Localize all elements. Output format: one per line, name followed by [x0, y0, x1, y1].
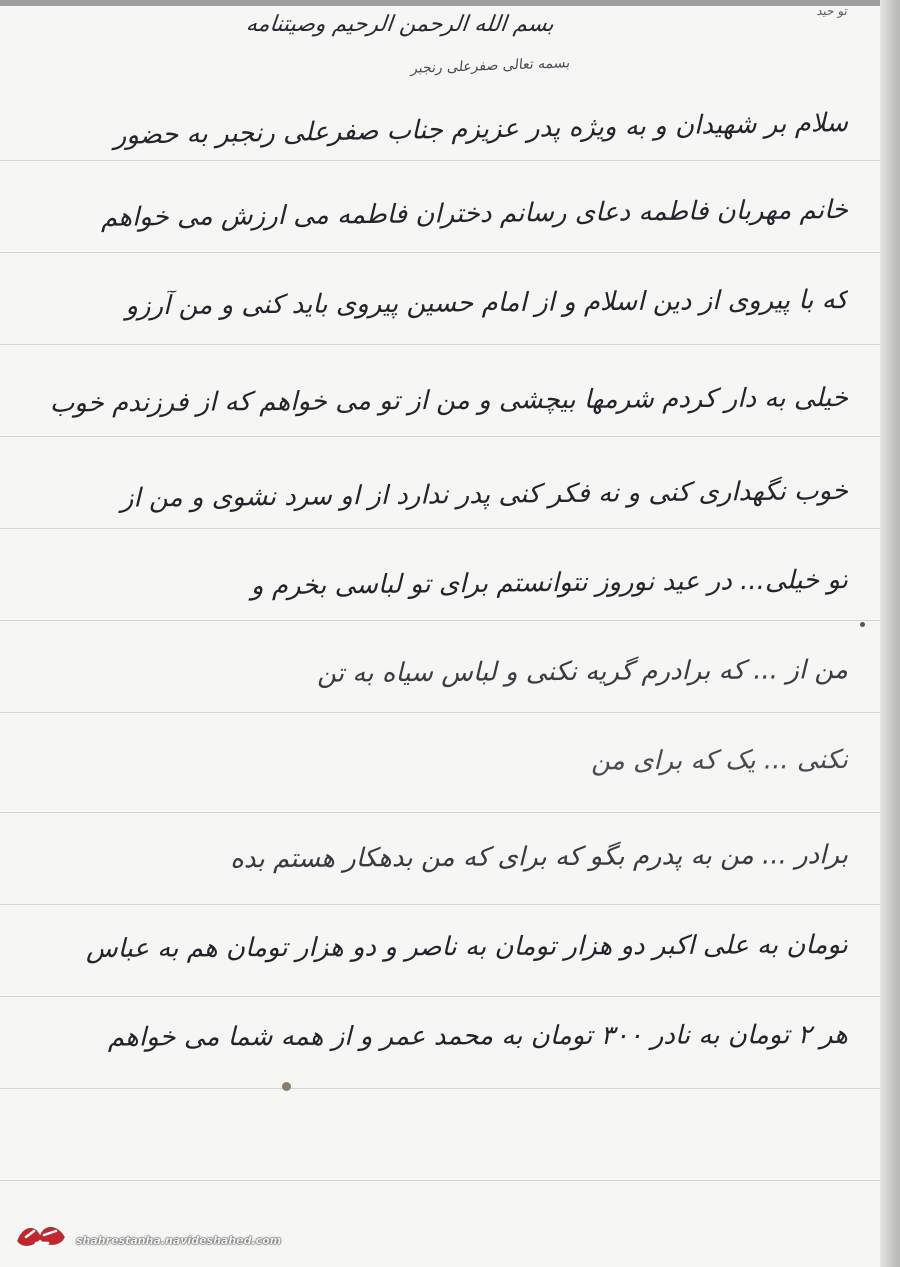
ruled-line	[0, 904, 880, 905]
letter-line-2: خانم مهربان فاطمه دعای رسانم دختران فاطمه می ارزش می خواهم	[100, 195, 849, 233]
ruled-line	[0, 812, 880, 813]
watermark	[12, 1217, 281, 1251]
letter-line-11: هر ۲ تومان به نادر ۳۰۰ تومان به محمد عمر و از همه شما می خواهم	[107, 1020, 849, 1053]
letter-salutation: بسمه تعالی صفرعلی رنجبر	[410, 55, 571, 77]
letter-line-9: برادر ... من به پدرم بگو که برای که من بدهکار هستم بده	[230, 840, 849, 875]
scan-edge-top	[0, 0, 900, 6]
scan-edge-right	[880, 0, 900, 1267]
ruled-line	[0, 344, 880, 345]
ruled-line	[0, 160, 880, 161]
letter-line-8: نکنی ... یک که برای من	[590, 745, 849, 777]
ink-spot	[860, 622, 865, 627]
letter-line-3: که با پیروی از دین اسلام و از امام حسین پیروی باید کنی و من آرزو	[125, 285, 849, 322]
corner-note: تو حید	[816, 4, 849, 18]
watermark-url: shahrestanha.navideshahed.com	[76, 1233, 282, 1247]
ruled-line	[0, 712, 880, 713]
ruled-line	[0, 1180, 880, 1181]
ruled-line	[0, 252, 880, 253]
letter-line-4: خیلی به دار کردم شرمها بیچشی و من از تو می خواهم که از فرزندم خوب	[49, 383, 849, 419]
letter-line-1: سلام بر شهیدان و به ویژه پدر عزیزم جناب صفرعلی رنجبر به حضور	[113, 108, 849, 151]
ruled-line	[0, 620, 880, 621]
ruled-line	[0, 436, 880, 437]
letter-line-10: تومان به علی اکبر دو هزار تومان به ناصر و دو هزار تومان هم به عباس	[85, 930, 849, 964]
ruled-line	[0, 1088, 880, 1089]
ruled-line	[0, 996, 880, 997]
letter-line-7: من از ... که برادرم گریه نکنی و لباس سیاه به تن	[316, 655, 849, 689]
letter-heading: بسم الله الرحمن الرحیم وصیتنامه	[244, 12, 556, 37]
navideshahed-logo	[12, 1217, 70, 1251]
letter-line-6: تو خیلی... در عید نوروز نتوانستم برای تو لباسی بخرم و	[250, 565, 849, 602]
ruled-line	[0, 528, 880, 529]
ink-spot	[282, 1082, 291, 1091]
letter-line-5: خوب نگهداری کنی و نه فکر کنی پدر ندارد از او سرد نشوی و من از	[120, 476, 849, 514]
